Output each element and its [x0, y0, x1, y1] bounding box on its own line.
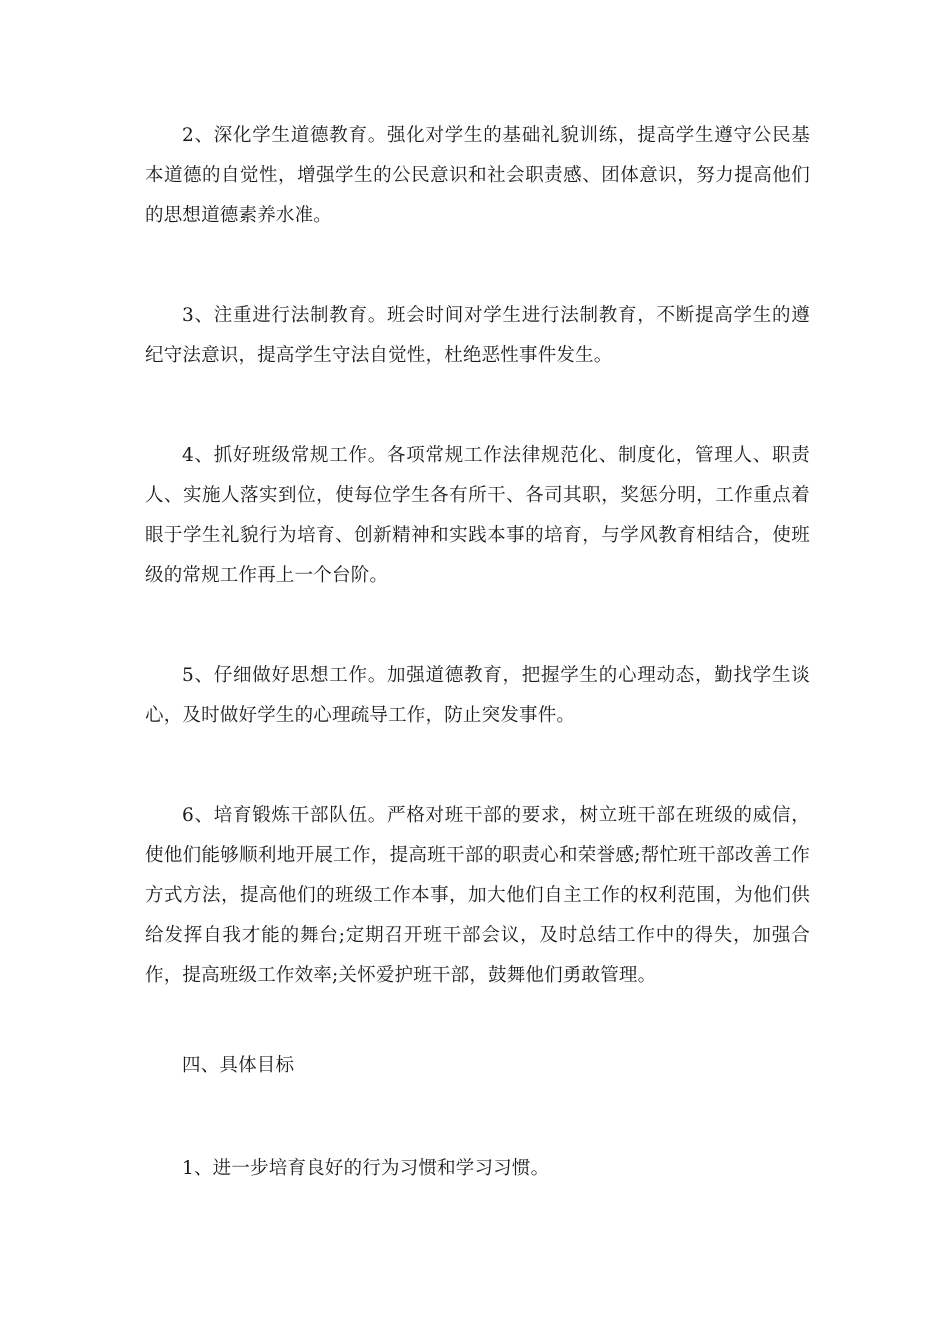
- paragraph-ideological-work: 5、仔细做好思想工作。加强道德教育，把握学生的心理动态，勤找学生谈心，及时做好学生的心理疏导工作，防止突发事件。: [145, 665, 810, 726]
- paragraph-moral-education: 2、深化学生道德教育。强化对学生的基础礼貌训练，提高学生遵守公民基本道德的自觉性，增强学生的公民意识和社会职责感、团体意识，努力提高他们的思想道德素养水准。: [145, 125, 810, 226]
- paragraph-habits-goal: 1、进一步培育良好的行为习惯和学习习惯。: [182, 1158, 550, 1179]
- paragraph-legal-education: 3、注重进行法制教育。班会时间对学生进行法制教育，不断提高学生的遵纪守法意识，提高学生守法自觉性，杜绝恶性事件发生。: [145, 305, 810, 366]
- paragraph-cadre-training: 6、培育锻炼干部队伍。严格对班干部的要求，树立班干部在班级的威信，使他们能够顺利地开展工作，提高班干部的职责心和荣誉感;帮忙班干部改善工作方式方法，提高他们的班级工作本事，加大他们自主工作的权利范围，为他们供给发挥自我才能的舞台;定期召开班干部会议，及时总结工作中的得失，加强合作，提高班级工作效率;关怀爱护班干部，鼓舞他们勇敢管理。: [145, 805, 810, 986]
- paragraph-class-routine: 4、抓好班级常规工作。各项常规工作法律规范化、制度化，管理人、职责人、实施人落实到位，使每位学生各有所干、各司其职，奖惩分明，工作重点着眼于学生礼貌行为培育、创新精神和实践本事的培育，与学风教育相结合，使班级的常规工作再上一个台阶。: [145, 445, 810, 586]
- section-heading-specific-goals: 四、具体目标: [182, 1055, 295, 1076]
